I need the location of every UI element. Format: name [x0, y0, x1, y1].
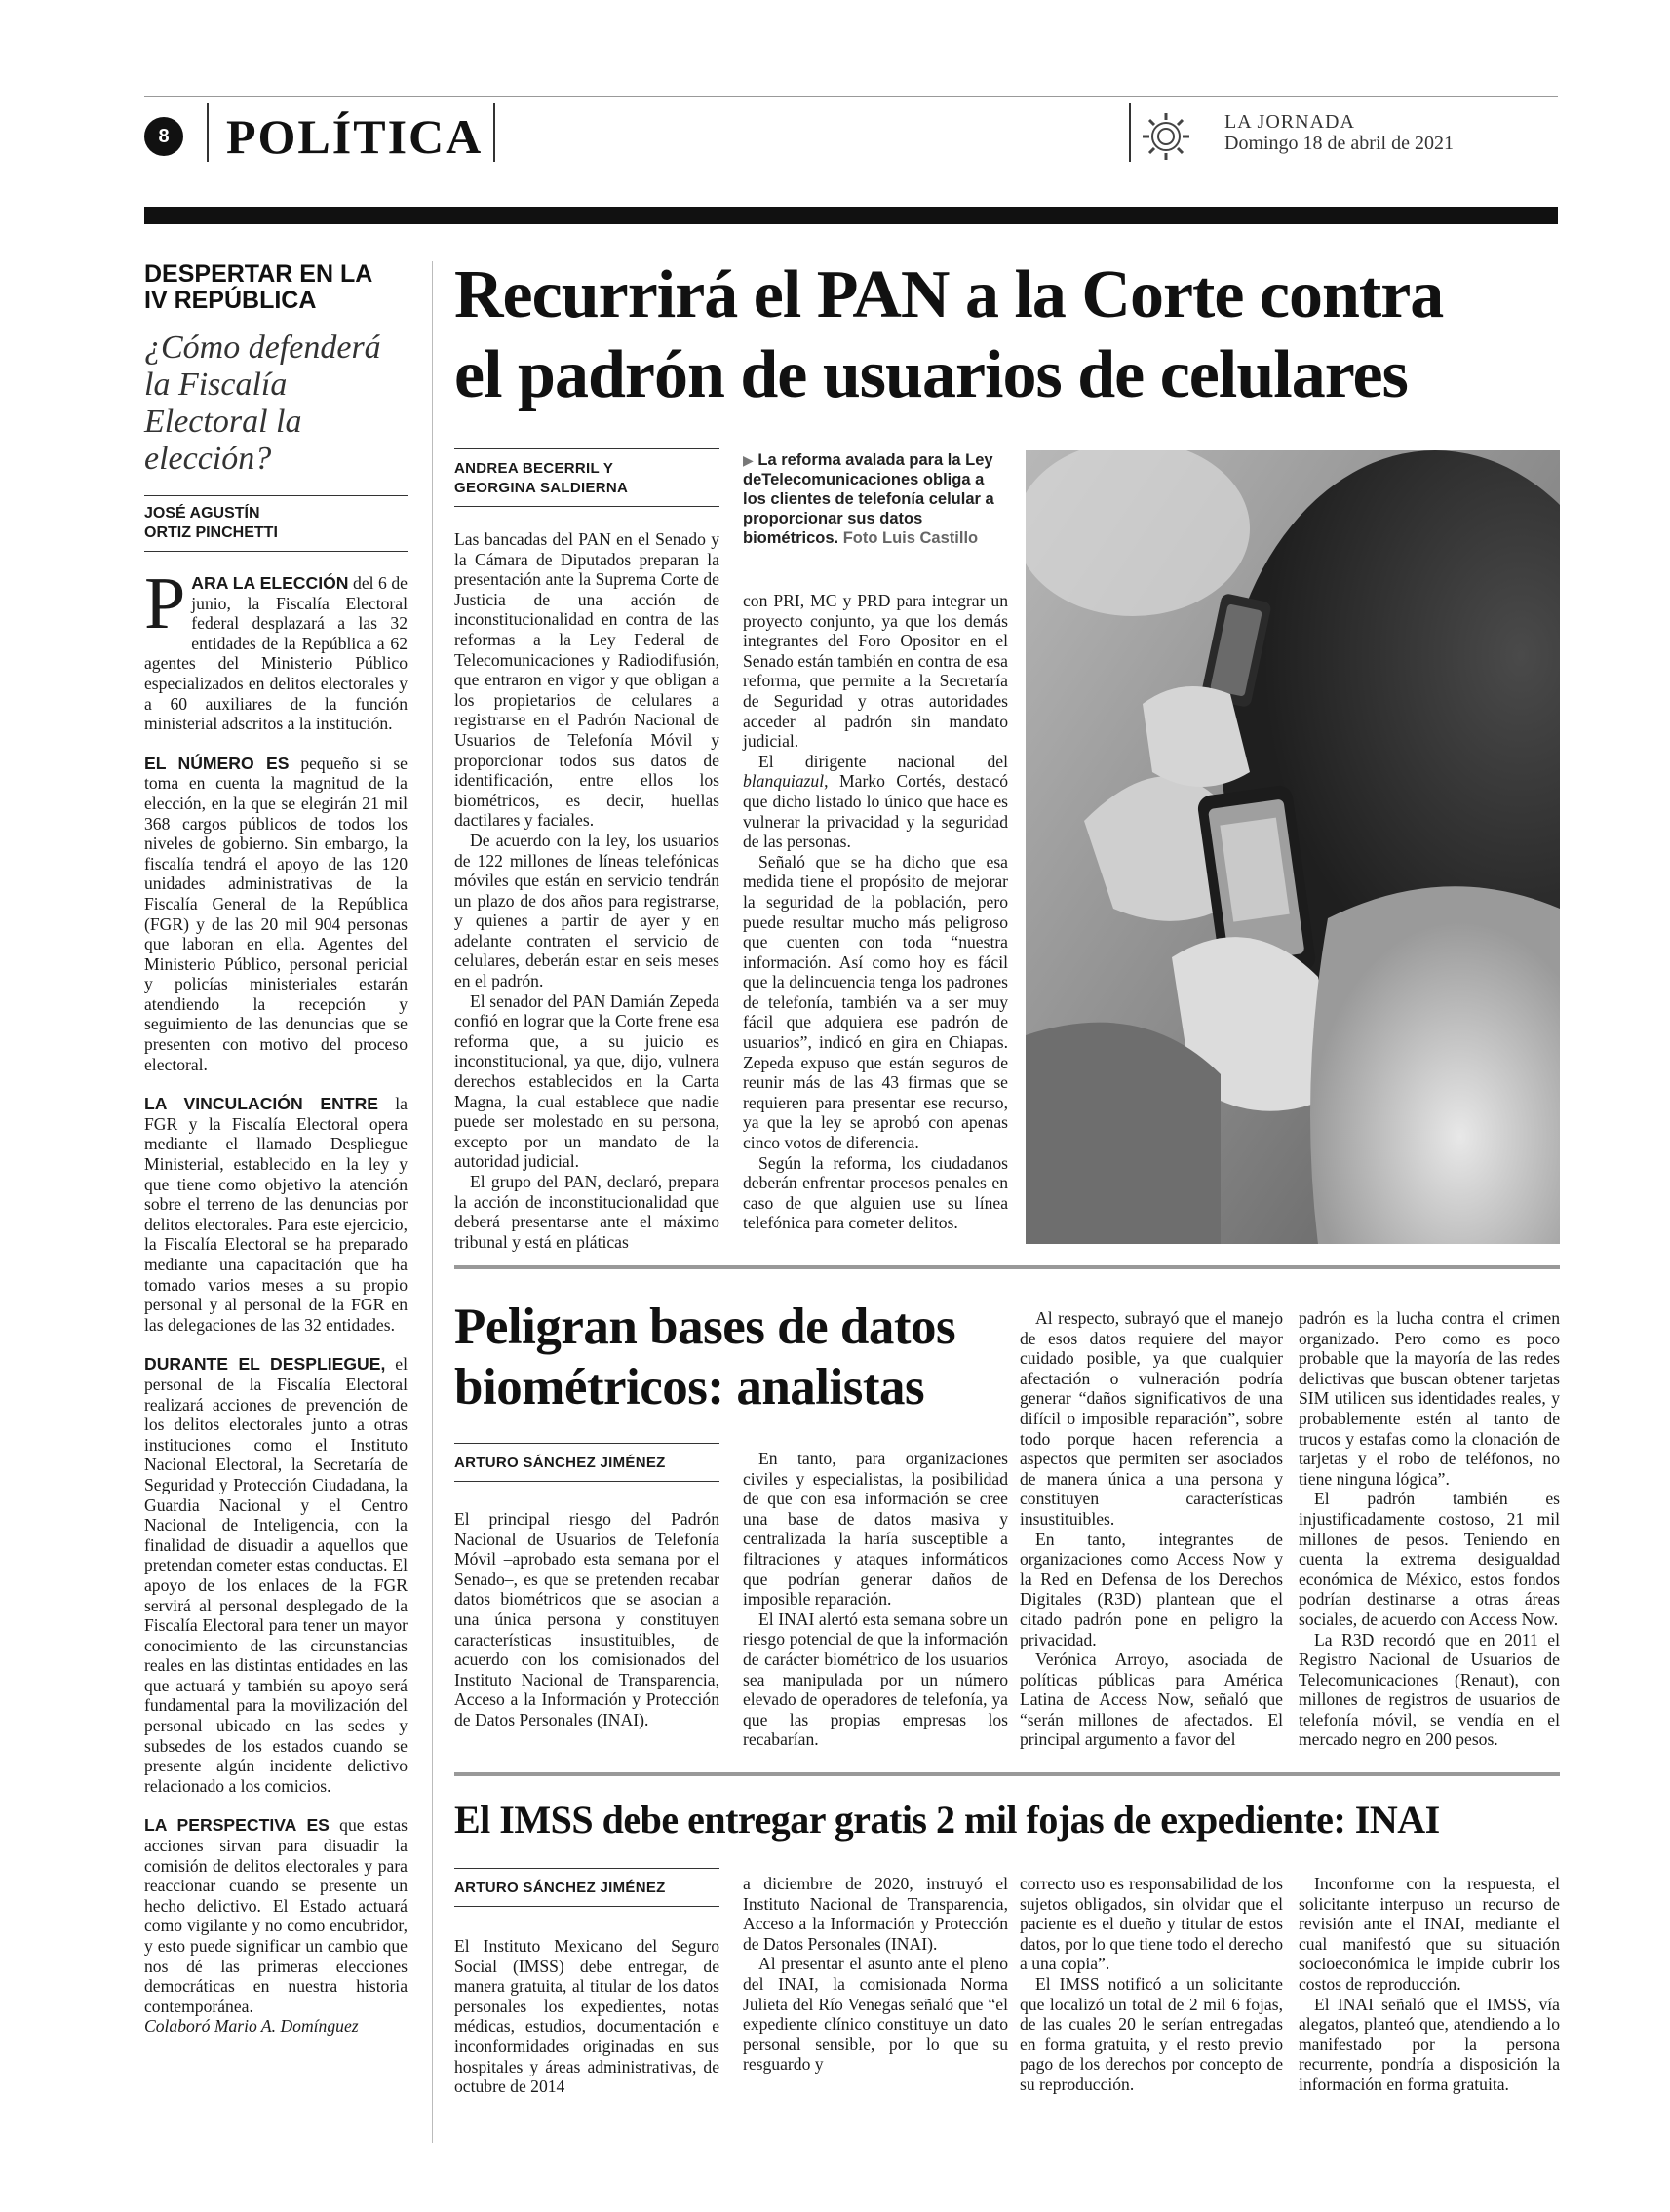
photo-credit: Foto Luis Castillo [842, 529, 979, 547]
column-body [144, 563, 408, 2037]
masthead-thick-rule [144, 207, 1558, 224]
article3-column-2: a diciembre de 2020, instruyó el Instituto Nacional de Transparencia, Acceso a la Información y Protección de Datos Personales (INAI). Al presentar el asunto ante el pleno del INAI, la comisionada Norma Julieta del Río Venegas señaló que “el expediente clínico constituye un dato personal sensible, por lo que su resguardo y [743, 1874, 1008, 2075]
article2-byline-block [454, 1443, 719, 1482]
article1-column-1: Las bancadas del PAN en el Senado y la Cámara de Diputados preparan la presentación ante la Suprema Corte de Justicia de una acción de inconstitucionalidad en contra de las reformas a la Ley Federal de Telecomunicaciones y Radiodifusión, que entraron en vigor y que obligan a los propietarios de celulares a registrarse en el Padrón Nacional de Usuarios de Telefonía Móvil y proporcionar todos sus datos de identificación, entre ellos los biométricos, es decir, huellas dactilares y faciales. De acuerdo con la ley, los usuarios de 122 millones de líneas telefónicas móviles que están en servicio tendrán un plazo de dos años para registrarse, y quienes a partir de ayer y en adelante contraten el servicio de celulares, deberán estar en seis meses en el padrón. El senador del PAN Damián Zepeda confió en lograr que la Corte frene esa reforma que, a su juicio es inconstitucional, ya que, dijo, vulnera derechos establecidos en la Carta Magna, la cual establece que nadie puede ser molestado en su persona, excepto por un mandato de la autoridad judicial. El grupo del PAN, declaró, prepara la acción de inconstitucionalidad que deberá presentarse ante el máximo tribunal y está en pláticas [454, 529, 719, 1252]
dropcap: P [144, 563, 186, 644]
column-credit: Colaboró Mario A. Domínguez [144, 2016, 359, 2037]
page-number-badge [144, 117, 183, 156]
column-author: JOSÉ AGUSTÍN ORTIZ PINCHETTI [144, 505, 278, 541]
article1-bottom-rule [454, 1265, 1560, 1269]
column-paragraph: LA PERSPECTIVA ES que estas acciones sirvan para disuadir la comisión de delitos electorales y para reaccionar cuando se presente un hecho delictivo. El Estado actuará como vigilante y no como encubridor, y esto puede significar un cambio que nos dé las primeras elecciones democráticas en nuestra historia contemporánea. [144, 1815, 408, 2016]
column-title: ¿Cómo defenderá la Fiscalía Electoral la elección? [144, 330, 381, 477]
article2-headline: Peligran bases de datos biométricos: analistas [454, 1299, 956, 1416]
column-rule [144, 495, 408, 496]
column-paragraph: PARA LA ELECCIÓN del 6 de junio, la Fiscalía Electoral federal desplazará a las 32 entidades de la República a 62 agentes del Ministerio Público especializados en delitos electorales y a 60 auxiliares de la función ministerial adscritos a la institución. [144, 563, 408, 734]
issue-date: Domingo 18 de abril de 2021 [1224, 133, 1454, 154]
article3-headline: El IMSS debe entregar gratis 2 mil fojas de expediente: INAI [454, 1798, 1440, 1842]
photo-caption: ▶ La reforma avalada para la Ley deTelecomunicaciones obliga a los clientes de telefonía celular a proporcionar sus datos biométricos. Foto Luis Castillo [743, 451, 994, 547]
article3-byline: ARTURO SÁNCHEZ JIMÉNEZ [454, 1880, 666, 1896]
article1-paragraph: El dirigente nacional del blanquiazul, Marko Cortés, destacó que dicho listado lo único que hace es vulnerar la privacidad y la seguridad de las personas. [743, 751, 1008, 852]
article1-headline: Recurrirá el PAN a la Corte contra el padrón de usuarios de celulares [454, 257, 1444, 412]
masthead [144, 96, 1558, 168]
article1-byline: ANDREA BECERRIL Y GEORGINA SALDIERNA [454, 460, 629, 496]
opinion-column [144, 261, 408, 2037]
article2-bottom-rule [454, 1772, 1560, 1776]
article1-byline-block [454, 448, 719, 507]
newspaper-name: LA JORNADA [1224, 111, 1355, 133]
masthead-divider [207, 103, 209, 162]
masthead-top-rule [144, 96, 1558, 97]
masthead-divider-right [493, 103, 495, 162]
section-title: POLÍTICA [226, 109, 484, 164]
column-kicker: DESPERTAR EN LA IV REPÚBLICA [144, 260, 372, 314]
newspaper-logo-icon [1141, 111, 1191, 162]
article3-column-1: El Instituto Mexicano del Seguro Social (IMSS) debe entregar, de manera gratuita, al titular de los datos personales los expedientes, notas médicas, estudios, documentación e inconformidades originadas en sus hospitales y áreas administrativas, de octubre de 2014 [454, 1936, 719, 2097]
left-column-divider [432, 261, 433, 2143]
column-paragraph: DURANTE EL DESPLIEGUE, el personal de la Fiscalía Electoral realizará acciones de prevención de los delitos electorales junto a otras instituciones como el Instituto Nacional Electoral, la Secretaría de Seguridad y Protección Ciudadana, la Guardia Nacional y el Centro Nacional de Inteligencia, con la finalidad de disuadir a aquellos que pretendan cometer estas conductas. El apoyo de los enlaces de la FGR servirá al personal desplegado de la Fiscalía Electoral para tener un mayor conocimiento de las circunstancias reales en las distintas entidades en las que actuará y también su apoyo será fundamental para la movilización del personal ubicado en las sedes y subsedes de los estados cuando se presente algún incidente delictivo relacionado a los comicios. [144, 1354, 408, 1796]
caption-arrow-icon: ▶ [743, 452, 754, 468]
column-paragraph: EL NÚMERO ES pequeño si se toma en cuenta la magnitud de la elección, en la que se elegirán 21 mil 368 cargos públicos de todos los niveles de gobierno. Sin embargo, la fiscalía tendrá el apoyo de las 120 unidades administrativas de la Fiscalía General de la República (FGR) y de las 20 mil 904 personas que laboran en ella. Agentes del Ministerio Público, personal pericial y policías ministeriales estarán atendiendo la recepción y seguimiento de las denuncias que se presenten con motivo del proceso electoral. [144, 753, 408, 1074]
article3-byline-block [454, 1868, 719, 1907]
article2-column-3: Al respecto, subrayó que el manejo de esos datos requiere del mayor cuidado posible, ya que cualquier afectación o vulneración podría generar “daños significativos de una difícil o imposible reparación”, sobre todo porque hacen referencia a aspectos que permiten ser asociados de manera única a una persona y constituyen características insustituibles. En tanto, integrantes de organizaciones como Access Now y la Red en Defensa de los Derechos Digitales (R3D) plantean que el citado padrón pone en peligro la privacidad. Verónica Arroyo, asociada de políticas públicas para América Latina de Access Now, señaló que “serán millones de afectados. El principal argumento a favor del [1020, 1308, 1283, 1750]
column-rule-2 [144, 551, 408, 552]
page-number: 8 [158, 126, 170, 147]
masthead-divider-logo [1129, 103, 1131, 162]
article2-column-2: En tanto, para organizaciones civiles y especialistas, la posibilidad de que con esa información se cree una base de datos masiva y centralizada la haría susceptible a filtraciones y ataques informáticos que podrían generar daños de imposible reparación. El INAI alertó esta semana sobre un riesgo potencial de que la información de carácter biométrico de los usuarios sea manipulada por un número elevado de operadores de telefonía, ya que las propias empresas los recabarían. [743, 1449, 1008, 1750]
article3-column-4: Inconforme con la respuesta, el solicitante interpuso un recurso de revisión ante el INAI, mediante el cual manifestó que su situación socioeconómica le impide cubrir los costos de reproducción. El INAI señaló que el IMSS, vía alegatos, planteó que, atendiendo a lo manifestado por la persona recurrente, pondría a disposición la información en forma gratuita. [1299, 1874, 1560, 2094]
article2-byline: ARTURO SÁNCHEZ JIMÉNEZ [454, 1455, 666, 1471]
article2-column-1: El principal riesgo del Padrón Nacional de Usuarios de Telefonía Móvil –aprobado esta semana por el Senado–, es que se pretenden recabar datos biométricos que se asocian a una única persona y constituyen características insustituibles, de acuerdo con los comisionados del Instituto Nacional de Transparencia, Acceso a la Información y Protección de Datos Personales (INAI). [454, 1509, 719, 1729]
article3-column-3: correcto uso es responsabilidad de los sujetos obligados, sin olvidar que el paciente es el dueño y titular de estos datos, por lo que tiene todo el derecho a una copia”. El IMSS notificó a un solicitante que localizó un total de 2 mil 6 fojas, de las cuales 20 le serían entregadas en forma gratuita, y el resto previo pago de los derechos por concepto de su reproducción. [1020, 1874, 1283, 2094]
article2-column-4: padrón es la lucha contra el crimen organizado. Pero como es poco probable que la mayoría de las redes delictivas que buscan obtener tarjetas SIM utilicen sus identidades reales, y probablemente estén al tanto de trucos y estafas como la clonación de tarjetas y el robo de teléfonos, no tiene ninguna lógica”. El padrón también es injustificadamente costoso, 21 mil millones de pesos. Teniendo en cuenta la extrema desigualdad económica de México, estos fondos podrían destinarse a otras áreas sociales, de acuerdo con Access Now. La R3D recordó que en 2011 el Registro Nacional de Usuarios de Telecomunicaciones (Renaut), con millones de registros de usuarios de telefonía móvil, se vendía en el mercado negro en 200 pesos. [1299, 1308, 1560, 1750]
article1-column-2: con PRI, MC y PRD para integrar un proyecto conjunto, ya que los demás integrantes del Foro Opositor en el Senado están también en contra de esa reforma, que permite a la Secretaría de Seguridad y otras autoridades acceder al padrón sin mandato judicial. El dirigente nacional del blanquiazul, Marko Cortés, destacó que dicho listado lo único que hace es vulnerar la privacidad y la seguridad de las personas. Señaló que se ha dicho que esa medida tiene el propósito de mejorar la seguridad de la población, pero puede resultar mucho más peligroso que cuenten con toda “nuestra información. Así como hoy es fácil que la delincuencia tenga los padrones de telefonía, también va a ser muy fácil que adquiera ese padrón de usuarios”, indicó en gira en Chiapas. Zepeda expuso que están seguros de reunir más de las 43 firmas que se requieren para presentar ese recurso, ya que la ley se aprobó con apenas cinco votos de diferencia. Según la reforma, los ciudadanos deberán enfrentar procesos penales en caso de que alguien use su línea telefónica para cometer delitos. [743, 591, 1008, 1233]
article-photo [1026, 450, 1560, 1244]
column-paragraph: LA VINCULACIÓN ENTRE la FGR y la Fiscalía Electoral opera mediante el llamado Despliegue Ministerial, establecido en la ley y que tiene como objetivo la atención sobre el terreno de las denuncias por delitos electorales. Para este ejercicio, la Fiscalía Electoral se ha preparado mediante una capacitación que ha tomado varios meses a su propio personal y al personal de la FGR en las delegaciones de las 32 entidades. [144, 1094, 408, 1335]
